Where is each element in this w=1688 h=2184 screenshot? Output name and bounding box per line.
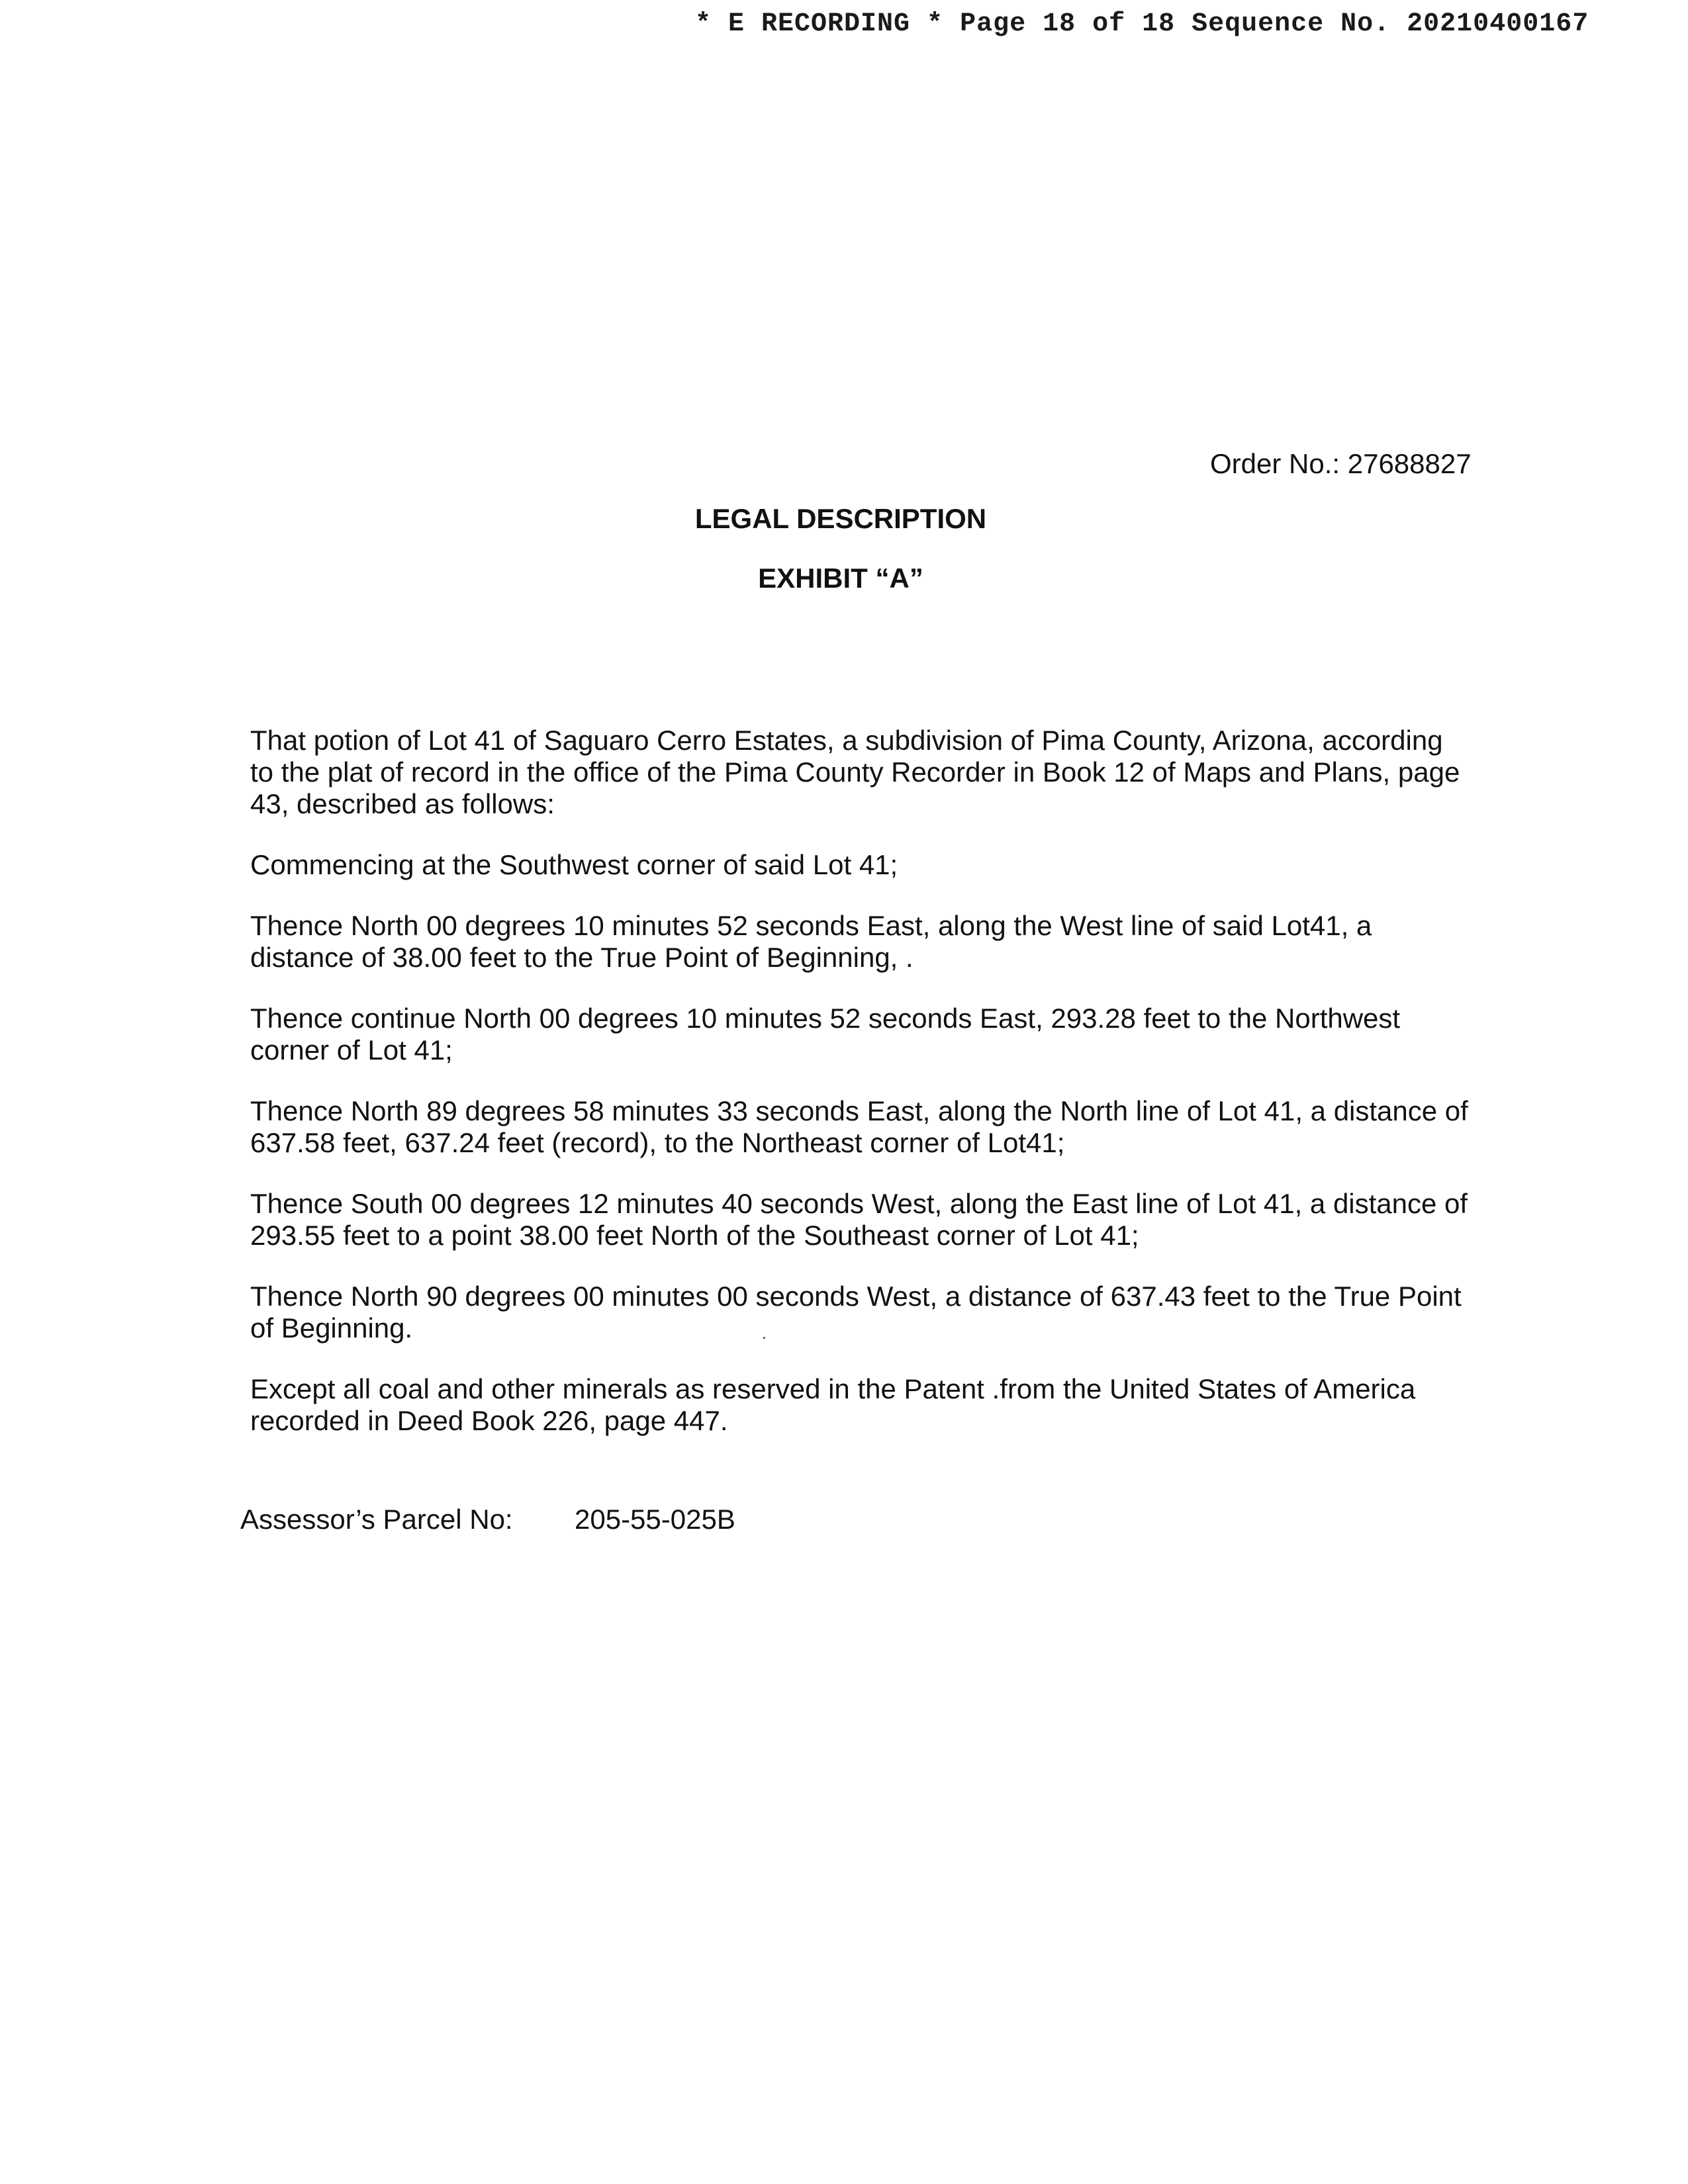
paragraph-commencing: Commencing at the Southwest corner of said Lot 41; <box>250 849 898 880</box>
paragraph-exception: Except all coal and other minerals as reserved in the Patent .from the United States of America recorded in Deed Book 226, page 447. <box>250 1373 1416 1436</box>
assessor-parcel <box>240 1504 735 1535</box>
paragraph-course-1: Thence North 00 degrees 10 minutes 52 seconds East, along the West line of said Lot41, a distance of 38.00 feet to the True Point of Beginning, . <box>250 910 1372 973</box>
parcel-label: Assessor’s Parcel No: <box>240 1504 513 1535</box>
paragraph-course-3: Thence North 89 degrees 58 minutes 33 seconds East, along the North line of Lot 41, a distance of 637.58 feet, 637.24 feet (record), to the Northeast corner of Lot41; <box>250 1095 1468 1158</box>
legal-description-body <box>250 725 1468 1466</box>
scan-speck <box>763 1337 765 1339</box>
recording-header: * E RECORDING * Page 18 of 18 Sequence No. 20210400167 <box>695 9 1589 39</box>
paragraph-course-5: Thence North 90 degrees 00 minutes 00 seconds West, a distance of 637.43 feet to the True Point of Beginning. <box>250 1281 1462 1343</box>
parcel-number: 205-55-025B <box>575 1504 735 1535</box>
paragraph-intro: That potion of Lot 41 of Saguaro Cerro Estates, a subdivision of Pima County, Arizona, according to the plat of record in the office of the Pima County Recorder in Book 12 of Maps and Plans, page 43, described as follows: <box>250 725 1460 819</box>
paragraph-course-4: Thence South 00 degrees 12 minutes 40 seconds West, along the East line of Lot 41, a distance of 293.55 feet to a point 38.00 feet North of the Southeast corner of Lot 41; <box>250 1188 1468 1251</box>
exhibit-label: EXHIBIT “A” <box>758 563 923 594</box>
document-title: LEGAL DESCRIPTION <box>694 503 987 534</box>
paragraph-course-2: Thence continue North 00 degrees 10 minutes 52 seconds East, 293.28 feet to the Northwest corner of Lot 41; <box>250 1003 1401 1066</box>
order-number: Order No.: 27688827 <box>1210 448 1472 479</box>
